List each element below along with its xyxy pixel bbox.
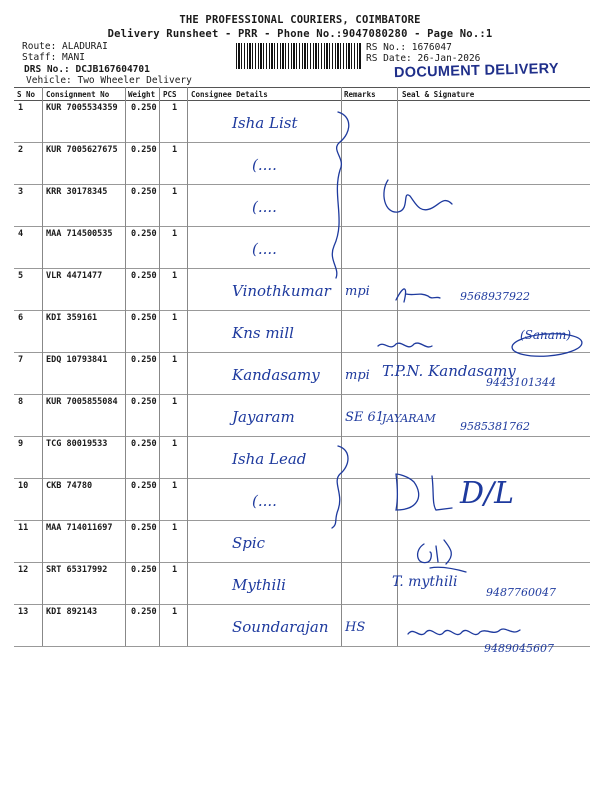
rs-date: RS Date: 26-Jan-2026 — [366, 53, 481, 64]
row-pcs: 1 — [172, 187, 178, 197]
row-weight: 0.250 — [131, 229, 157, 239]
route-label: Route: ALADURAI — [22, 41, 108, 52]
row-consignee-handwritten: Soundarajan — [232, 618, 329, 636]
col-seal: Seal & Signature — [402, 90, 475, 99]
row-pcs: 1 — [172, 607, 178, 617]
row-seal-handwritten: JAYARAM — [382, 412, 436, 425]
row-seal-handwritten: D/L — [460, 476, 515, 511]
row-pcs: 1 — [172, 565, 178, 575]
signature-row-5 — [396, 289, 440, 302]
row-weight: 0.250 — [131, 397, 157, 407]
row-seal-handwritten: T.P.N. Kandasamy — [382, 362, 516, 380]
signature-row-3 — [384, 180, 452, 212]
row-weight: 0.250 — [131, 145, 157, 155]
row-remark-handwritten: mpi — [345, 284, 370, 299]
row-sno: 7 — [18, 355, 24, 365]
row-pcs: 1 — [172, 523, 178, 533]
signature-row-10 — [396, 474, 452, 510]
row-consignee-handwritten: (.... — [252, 156, 277, 174]
row-consignment-no: CKB 74780 — [46, 481, 93, 491]
row-consignee-handwritten: Mythili — [232, 576, 286, 594]
row-pcs: 1 — [172, 271, 178, 281]
col-consignment: Consignment No — [46, 90, 110, 99]
col-consignee: Consignee Details — [191, 90, 268, 99]
signature-row-13 — [408, 629, 520, 635]
row-weight: 0.250 — [131, 271, 157, 281]
row-pcs: 1 — [172, 439, 178, 449]
row-phone-handwritten: 9568937922 — [460, 290, 530, 303]
row-consignment-no: VLR 4471477 — [46, 271, 103, 281]
row-consignee-handwritten: (.... — [252, 492, 277, 510]
document-delivery-stamp: DOCUMENT DELIVERY — [393, 60, 560, 82]
vehicle-label: Vehicle: Two Wheeler Delivery — [26, 75, 192, 86]
row-sno: 1 — [18, 103, 24, 113]
brace-rows-9-10 — [332, 446, 348, 528]
signature-row-11 — [418, 540, 466, 572]
row-weight: 0.250 — [131, 565, 157, 575]
row-pcs: 1 — [172, 481, 178, 491]
row-consignee-handwritten: (.... — [252, 240, 277, 258]
row-consignee-handwritten: Jayaram — [232, 408, 295, 426]
row-consignee-handwritten: (.... — [252, 198, 277, 216]
row-consignment-no: EDQ 10793841 — [46, 355, 108, 365]
row-sno: 6 — [18, 313, 24, 323]
row-sno: 12 — [18, 565, 29, 575]
row-pcs: 1 — [172, 103, 178, 113]
row-sno: 3 — [18, 187, 24, 197]
row-consignment-no: TCG 80019533 — [46, 439, 108, 449]
row-consignee-handwritten: Spic — [232, 534, 266, 552]
row-weight: 0.250 — [131, 355, 157, 365]
col-sno: S No — [17, 90, 36, 99]
row-sno: 9 — [18, 439, 24, 449]
staff-label: Staff: MANI — [22, 52, 85, 63]
row-sno: 10 — [18, 481, 29, 491]
row-consignee-handwritten: Isha Lead — [232, 450, 307, 468]
col-weight: Weight — [128, 90, 156, 99]
row-sno: 13 — [18, 607, 29, 617]
row-consignment-no: MAA 714011697 — [46, 523, 113, 533]
row-seal-handwritten: T. mythili — [392, 574, 458, 590]
row-sno: 8 — [18, 397, 24, 407]
brace-rows-1-4 — [332, 112, 348, 278]
row-consignee-handwritten: Kns mill — [232, 324, 294, 342]
row-consignment-no: MAA 714500535 — [46, 229, 113, 239]
row-consignee-handwritten: Vinothkumar — [232, 282, 331, 300]
row-remark-handwritten: HS — [345, 620, 366, 635]
row-pcs: 1 — [172, 355, 178, 365]
row-remark-handwritten: mpi — [345, 368, 370, 383]
row-sno: 11 — [18, 523, 29, 533]
row-consignee-handwritten: Kandasamy — [232, 366, 320, 384]
row-consignment-no: KRR 30178345 — [46, 187, 108, 197]
row-pcs: 1 — [172, 145, 178, 155]
row-weight: 0.250 — [131, 481, 157, 491]
row-pcs: 1 — [172, 397, 178, 407]
row-consignment-no: KUR 7005627675 — [46, 145, 118, 155]
row-phone-handwritten: 9585381762 — [460, 420, 530, 433]
row-weight: 0.250 — [131, 187, 157, 197]
row-sno: 4 — [18, 229, 24, 239]
row-seal-handwritten: (Sanam) — [520, 328, 571, 342]
scribble-row-6 — [378, 343, 432, 347]
row-phone-handwritten: 9487760047 — [486, 586, 556, 599]
col-pcs: PCS — [163, 90, 177, 99]
stamp-oval-row-6 — [511, 332, 582, 359]
runsheet-subtitle: Delivery Runsheet - PRR - Phone No.:9047080280 - Page No.:1 — [107, 28, 493, 40]
row-remark-handwritten: SE 61 — [345, 410, 385, 425]
row-pcs: 1 — [172, 313, 178, 323]
row-weight: 0.250 — [131, 313, 157, 323]
row-phone-handwritten: 9489045607 — [484, 642, 554, 655]
row-consignee-handwritten: Isha List — [232, 114, 298, 132]
row-consignment-no: KDI 359161 — [46, 313, 98, 323]
row-pcs: 1 — [172, 229, 178, 239]
row-weight: 0.250 — [131, 523, 157, 533]
rs-number: RS No.: 1676047 — [366, 42, 452, 53]
row-weight: 0.250 — [131, 103, 157, 113]
row-consignment-no: SRT 65317992 — [46, 565, 108, 575]
col-remarks: Remarks — [344, 90, 376, 99]
row-consignment-no: KDI 892143 — [46, 607, 98, 617]
row-consignment-no: KUR 7005855084 — [46, 397, 118, 407]
row-phone-handwritten: 9443101344 — [486, 376, 556, 389]
row-sno: 2 — [18, 145, 24, 155]
row-sno: 5 — [18, 271, 24, 281]
row-weight: 0.250 — [131, 607, 157, 617]
company-title: THE PROFESSIONAL COURIERS, COIMBATORE — [179, 14, 421, 26]
drs-number: DRS No.: DCJB167604701 — [24, 64, 150, 75]
row-consignment-no: KUR 7005534359 — [46, 103, 118, 113]
row-weight: 0.250 — [131, 439, 157, 449]
